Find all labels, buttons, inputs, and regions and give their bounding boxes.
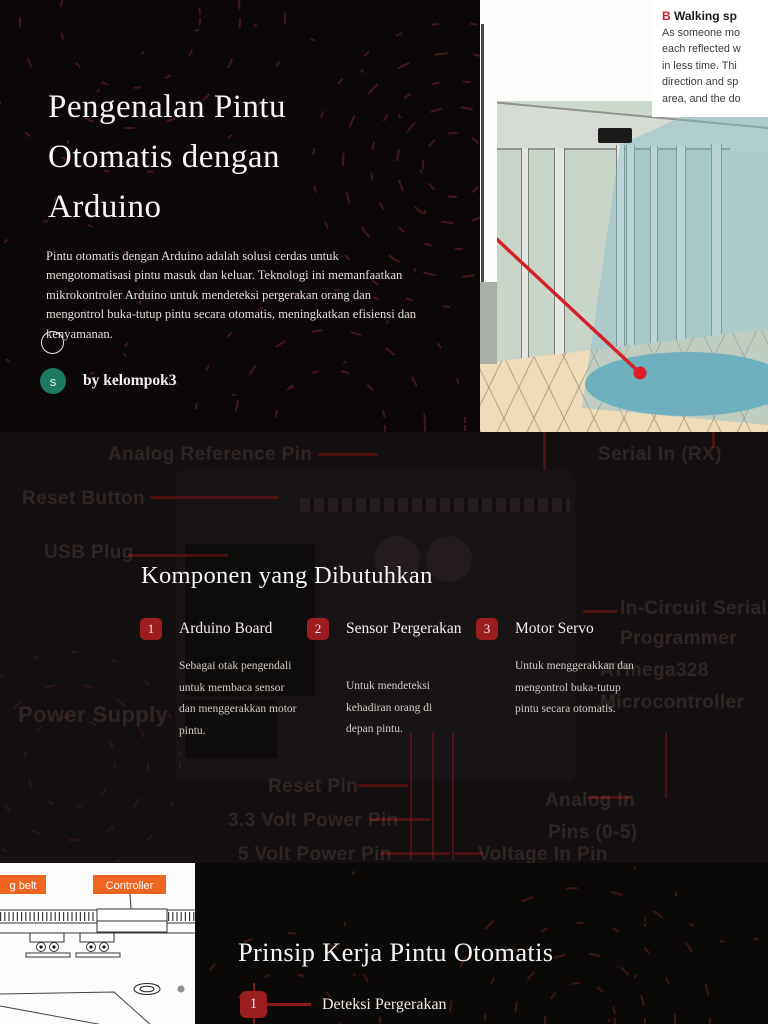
dim-label: USB Plug: [44, 542, 134, 563]
belt-label: g belt: [9, 880, 37, 892]
dim-label: Serial In (RX): [598, 444, 722, 465]
callout-text: area, and the do: [662, 92, 741, 105]
component-description: Sebagai otak pengendali untuk membaca sensor dan menggerakkan motor pintu.: [179, 660, 297, 737]
number-badge: 2: [307, 618, 329, 640]
belt-diagram-image: [0, 863, 195, 1024]
door-illustration: [480, 0, 768, 432]
dim-label: Reset Button: [22, 488, 146, 509]
dim-label: Analog In: [545, 790, 636, 811]
section-heading: Komponen yang Dibutuhkan: [141, 562, 433, 589]
dim-label: 5 Volt Power Pin: [238, 844, 392, 863]
dim-label: Voltage In Pin: [478, 844, 608, 863]
dim-label: Reset Pin: [268, 776, 359, 797]
component-description: Untuk menggerakkan dan mengontrol buka-tutup pintu secara otomatis.: [515, 660, 634, 715]
component-item: [307, 618, 469, 741]
callout-text: direction and sp: [662, 76, 739, 89]
dim-label: Programmer: [620, 628, 737, 649]
dim-label: Microcontroller: [600, 692, 745, 713]
callout-box: [652, 0, 768, 117]
dim-label: 3.3 Volt Power Pin: [228, 810, 399, 831]
principle-slide: [0, 863, 768, 1024]
author-label: by kelompok3: [83, 372, 177, 389]
step-number-badge: 1: [240, 991, 267, 1018]
dim-label: Pins (0-5): [548, 822, 638, 843]
title-slide: [0, 0, 480, 432]
callout-text: in less time. Thi: [662, 59, 737, 72]
callout-heading: B Walking sp: [662, 9, 737, 23]
left-wall-gray: [480, 282, 497, 364]
callout-text: each reflected w: [662, 43, 741, 56]
motion-sensor-box: [598, 128, 632, 143]
dim-label: In-Circuit Serial: [620, 598, 768, 619]
section-heading: Prinsip Kerja Pintu Otomatis: [238, 937, 554, 967]
controller-label: Controller: [105, 880, 154, 892]
avatar: [40, 368, 66, 394]
dim-label: ATmega328: [600, 660, 709, 681]
intro-paragraph: Pintu otomatis dengan Arduino adalah solusi cerdas untuk mengotomatisasi pintu masuk dan keluar. Teknologi ini memanfaatkan mikrokontroler Arduino untuk mendeteksi pergerakan orang dan mengontrol buka-tutup pintu secara otomatis, meningkatkan efisiensi dan kenyamanan.: [46, 249, 417, 341]
component-item: [476, 618, 638, 721]
component-description: Untuk mendeteksi kehadiran orang di depan pintu.: [346, 680, 433, 735]
component-title: Arduino Board: [179, 620, 273, 637]
number-badge: 3: [476, 618, 498, 640]
avatar-letter: s: [49, 373, 57, 389]
dim-label: Power Supply: [18, 702, 169, 727]
decorative-circle: [41, 331, 64, 354]
step-label: Deteksi Pergerakan: [322, 996, 447, 1013]
callout-text: As someone mo: [662, 27, 741, 39]
components-slide: [0, 432, 768, 863]
callout-b: B: [662, 9, 671, 23]
number-badge: 1: [140, 618, 162, 640]
dim-label: Analog Reference Pin: [108, 444, 313, 465]
timeline-connector-line: [267, 1003, 311, 1006]
page-title: Pengenalan Pintu Otomatis dengan Arduino: [48, 89, 287, 226]
component-title: Motor Servo: [515, 620, 594, 637]
component-title: Sensor Pergerakan: [346, 620, 462, 637]
author-row: [40, 368, 176, 394]
component-item: [140, 618, 302, 742]
